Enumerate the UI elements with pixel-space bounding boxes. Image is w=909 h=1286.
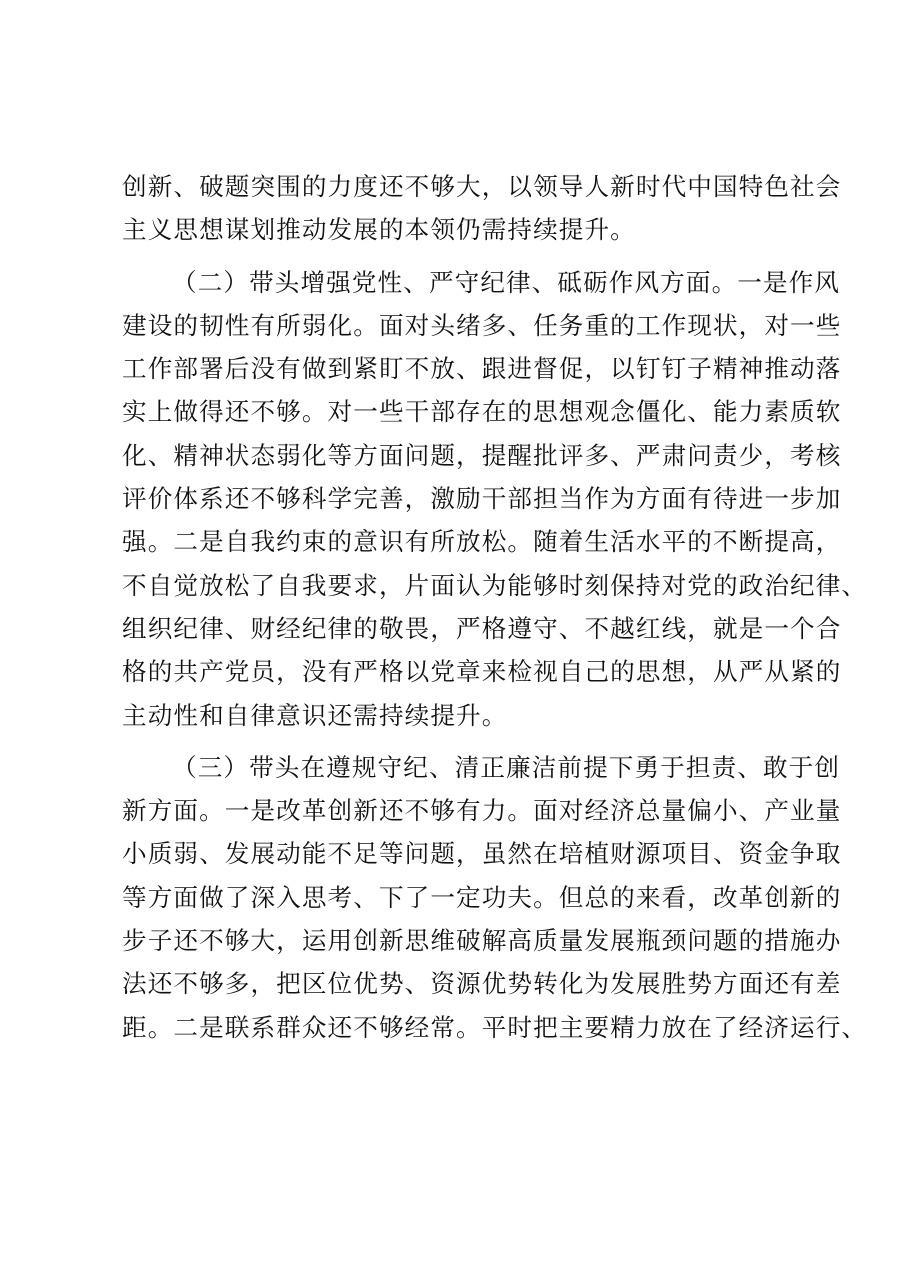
text-line: 建设的韧性有所弱化。面对头绪多、任务重的工作现状，对一些 [122, 310, 842, 340]
text-line: 步子还不够大，运用创新思维破解高质量发展瓶颈问题的措施办 [122, 926, 842, 956]
document-body [122, 165, 868, 1049]
text-line: 格的共产党员，没有严格以党章来检视自己的思想，从严从紧的 [122, 657, 842, 687]
text-line: 新方面。一是改革创新还不够有力。面对经济总量偏小、产业量 [122, 796, 842, 826]
paragraph-1 [122, 165, 842, 252]
text-line: 等方面做了深入思考、下了一定功夫。但总的来看，改革创新的 [122, 882, 842, 912]
text-line: （三）带头在遵规守纪、清正廉洁前提下勇于担责、敢于创 [172, 752, 841, 782]
paragraph-3 [122, 746, 868, 1049]
text-line: 法还不够多，把区位优势、资源优势转化为发展胜势方面还有差 [122, 969, 842, 999]
text-line: 不自觉放松了自我要求，片面认为能够时刻保持对党的政治纪律、 [122, 570, 868, 600]
text-line: 主义思想谋划推动发展的本领仍需持续提升。 [122, 215, 636, 245]
text-line: 评价体系还不够科学完善，激励干部担当作为方面有待进一步加 [122, 484, 842, 514]
text-line: （二）带头增强党性、严守纪律、砥砺作风方面。一是作风 [172, 267, 841, 297]
text-line: 组织纪律、财经纪律的敬畏，严格遵守、不越红线，就是一个合 [122, 613, 842, 643]
text-line: 主动性和自律意识还需持续提升。 [122, 700, 508, 730]
paragraph-2 [122, 261, 868, 737]
text-line: 化、精神状态弱化等方面问题，提醒批评多、严肃问责少，考核 [122, 440, 842, 470]
text-line: 实上做得还不够。对一些干部存在的思想观念僵化、能力素质软 [122, 397, 842, 427]
text-line: 强。二是自我约束的意识有所放松。随着生活水平的不断提高， [122, 527, 842, 557]
text-line: 工作部署后没有做到紧盯不放、跟进督促，以钉钉子精神推动落 [122, 354, 842, 384]
text-line: 创新、破题突围的力度还不够大，以领导人新时代中国特色社会 [122, 172, 842, 201]
text-line: 小质弱、发展动能不足等问题，虽然在培植财源项目、资金争取 [122, 839, 842, 869]
text-line: 距。二是联系群众还不够经常。平时把主要精力放在了经济运行、 [122, 1012, 868, 1042]
